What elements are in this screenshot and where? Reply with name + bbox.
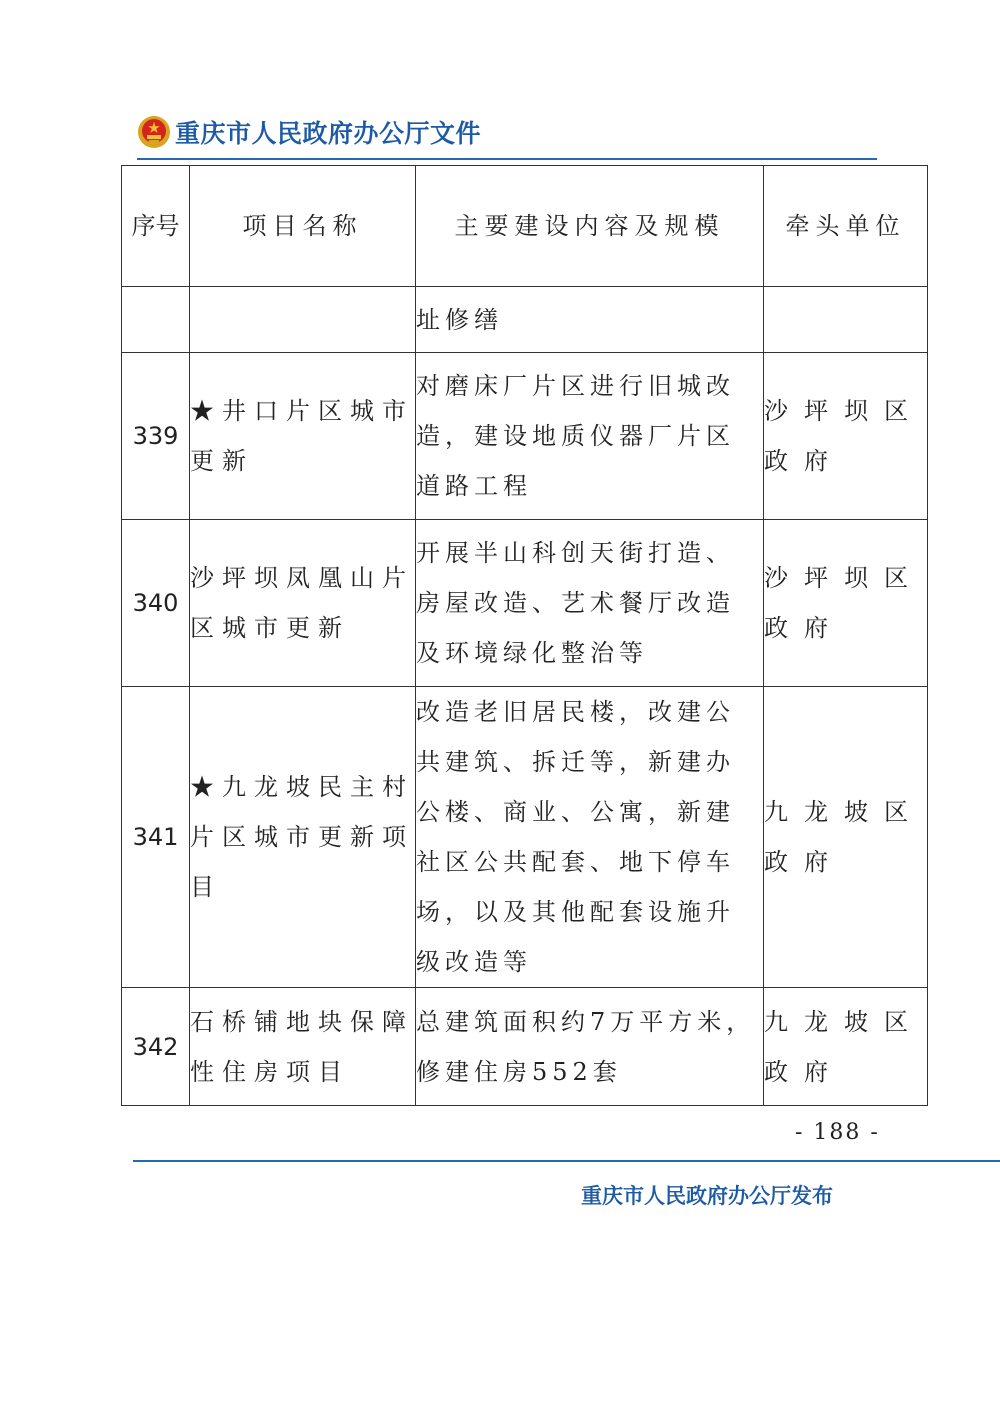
project-name: 沙坪坝凤凰山片区城市更新 (190, 520, 416, 687)
table-row (122, 353, 928, 520)
header-divider (137, 158, 877, 160)
document-header (137, 112, 481, 152)
header-no: 序号 (122, 166, 190, 287)
row-no: 342 (122, 988, 190, 1106)
header-content: 主要建设内容及规模 (416, 166, 764, 287)
row-no: 340 (122, 520, 190, 687)
lead-unit: 沙坪坝区政府 (764, 520, 928, 687)
content-cell: 对磨床厂片区进行旧城改造，建设地质仪器厂片区道路工程 (416, 353, 764, 520)
row-no: 339 (122, 353, 190, 520)
content-cell: 总建筑面积约7万平方米，修建住房552套 (416, 988, 764, 1106)
lead-unit: 沙坪坝区政府 (764, 353, 928, 520)
table-row (122, 687, 928, 988)
lead-unit: 九龙坡区政府 (764, 988, 928, 1106)
project-name: 石桥铺地块保障性住房项目 (190, 988, 416, 1106)
content-cell: 改造老旧居民楼，改建公共建筑、拆迁等，新建办公楼、商业、公寓，新建社区公共配套、地下停车场，以及其他配套设施升级改造等 (416, 687, 764, 988)
row-no: 341 (122, 687, 190, 988)
table-header-row (122, 166, 928, 287)
content-cell: 开展半山科创天街打造、房屋改造、艺术餐厅改造及环境绿化整治等 (416, 520, 764, 687)
content-cell: 址修缮 (416, 287, 764, 353)
lead-unit: 九龙坡区政府 (764, 687, 928, 988)
footer-publisher: 重庆市人民政府办公厅发布 (581, 1184, 833, 1208)
table-row (122, 988, 928, 1106)
header-name: 项目名称 (190, 166, 416, 287)
project-table (121, 165, 928, 1106)
footer-divider (133, 1160, 1000, 1162)
header-unit: 牵头单位 (764, 166, 928, 287)
page-number: - 188 - (795, 1120, 880, 1145)
table-row (122, 287, 928, 353)
project-name: ★九龙坡民主村片区城市更新项目 (190, 687, 416, 988)
project-name: ★井口片区城市更新 (190, 353, 416, 520)
document-header-title: 重庆市人民政府办公厅文件 (175, 119, 482, 148)
table-row (122, 520, 928, 687)
national-emblem-icon (137, 115, 171, 149)
